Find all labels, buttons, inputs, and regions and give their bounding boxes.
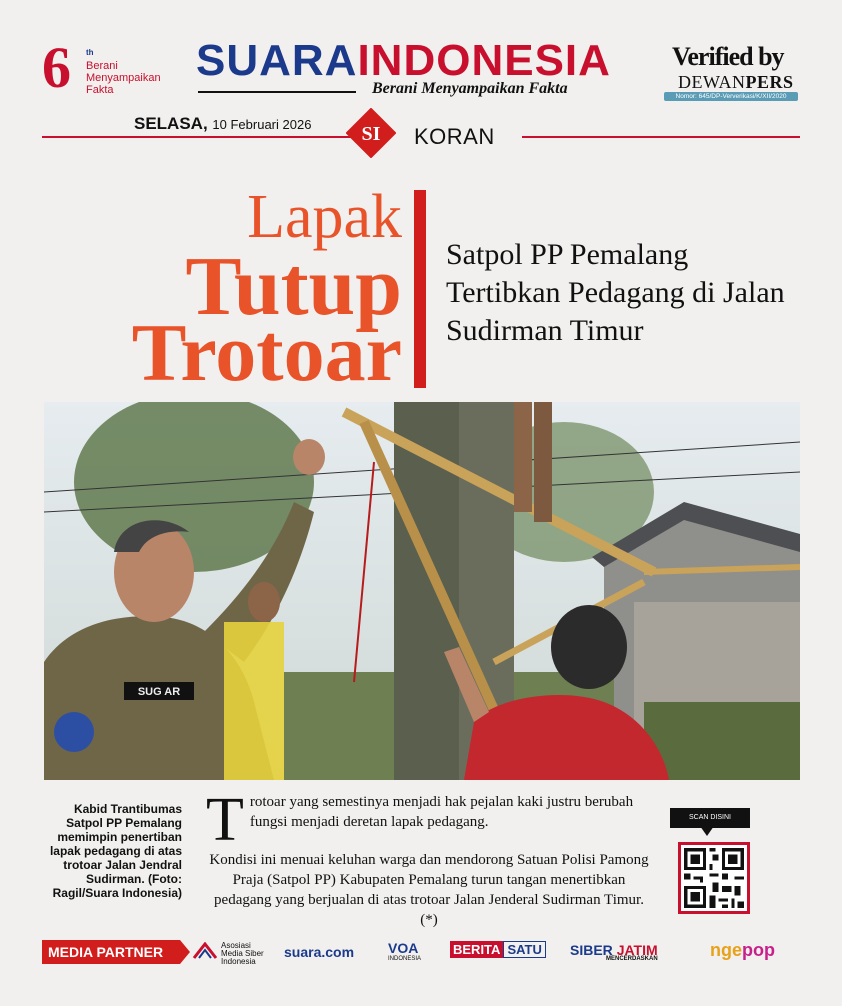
headline-line2: Tutup xyxy=(185,240,402,333)
subheadline: Satpol PP Pemalang Tertibkan Pedagang di Jalan Sudirman Timur xyxy=(446,238,785,347)
qr-code[interactable] xyxy=(678,842,750,914)
jatim-text: JATIM xyxy=(616,942,658,958)
partner-beritasatu[interactable] xyxy=(450,942,546,957)
divider-right xyxy=(522,136,800,138)
si-logo-text: SI xyxy=(361,123,381,145)
article-paragraph-1: rotoar yang semestinya menjadi hak pejalan kaki justru berubah fungsi menjadi deretan lapak pedagang. xyxy=(249,794,634,830)
berita-text: BERITA xyxy=(450,941,503,958)
verification-number: Nomor: 645/DP-Ververikasi/K/XII/2020 xyxy=(664,92,798,101)
headline-divider-bar xyxy=(414,190,426,388)
voa-sub: INDONESIA xyxy=(388,956,422,962)
ngepop-b: pop xyxy=(742,940,776,960)
pers-text: PERS xyxy=(745,72,794,92)
dewan-text: DEWAN xyxy=(678,72,746,92)
partner-voa[interactable] xyxy=(388,940,421,962)
anniversary-text: Berani Menyampaikan Fakta xyxy=(86,60,161,96)
partner-suara-com[interactable]: suara.com xyxy=(284,944,355,960)
tagline-divider xyxy=(198,91,356,93)
partner-ngepop[interactable] xyxy=(710,940,775,961)
scan-label: SCAN DISINI xyxy=(670,808,750,828)
mencerdaskan-text: MENCERDASKAN xyxy=(605,956,658,962)
verified-label: Verified by xyxy=(672,42,784,71)
tagline: Berani Menyampaikan Fakta xyxy=(372,80,568,97)
brand-part2: INDONESIA xyxy=(357,36,611,85)
divider-left xyxy=(42,136,364,138)
satu-text: SATU xyxy=(503,941,545,958)
voa-text: VOA xyxy=(388,940,419,956)
edition-date-value: 10 Februari 2026 xyxy=(212,117,312,132)
article-dropcap: T xyxy=(206,786,244,854)
amsi-line1: Asosiasi xyxy=(221,941,251,950)
anniversary-suffix: th xyxy=(86,48,94,57)
partner-siberjatim[interactable] xyxy=(570,942,658,962)
edition-date xyxy=(134,114,311,134)
article-paragraph-2: Kondisi ini menuai keluhan warga dan mendorong Satuan Polisi Pamong Praja (Satpol PP) Kabupaten Pemalang turun tangan menertibkan pedagang yang berjualan di atas trotoar Jalan Jenderal Sudirman Timur. (*) xyxy=(209,852,649,928)
ngepop-a: nge xyxy=(710,940,743,960)
partner-amsi[interactable] xyxy=(192,941,264,966)
si-logo-icon xyxy=(346,108,396,158)
amsi-logo-icon xyxy=(192,942,218,960)
officer-name-badge: SUG AR xyxy=(137,686,181,698)
headline-line1: Lapak xyxy=(247,183,402,251)
dewan-pers-logo xyxy=(678,72,794,93)
brand-part1: SUARA xyxy=(196,36,358,85)
media-partner-arrow-icon xyxy=(180,940,190,964)
section-name: KORAN xyxy=(414,124,495,149)
anniversary-logo xyxy=(42,35,192,100)
article-body xyxy=(206,786,652,930)
photo-caption: Kabid Trantibumas Satpol PP Pemalang memimpin penertiban lapak pedagang di atas trotoar Jalan Jendral Sudirman. (Foto: Ragil/Suara Indonesia) xyxy=(49,802,182,900)
edition-day: SELASA, xyxy=(134,114,208,133)
siber-text: SIBER xyxy=(570,942,613,958)
news-photo xyxy=(44,402,800,780)
amsi-line2: Media Siber xyxy=(221,949,264,958)
scan-pointer-icon xyxy=(700,826,714,836)
media-partner-label: MEDIA PARTNER xyxy=(42,940,180,964)
headline-line3: Trotoar xyxy=(131,307,402,398)
anniversary-number: 6 xyxy=(42,35,71,100)
amsi-line3: Indonesia xyxy=(221,957,256,966)
brand-logo xyxy=(196,36,611,86)
